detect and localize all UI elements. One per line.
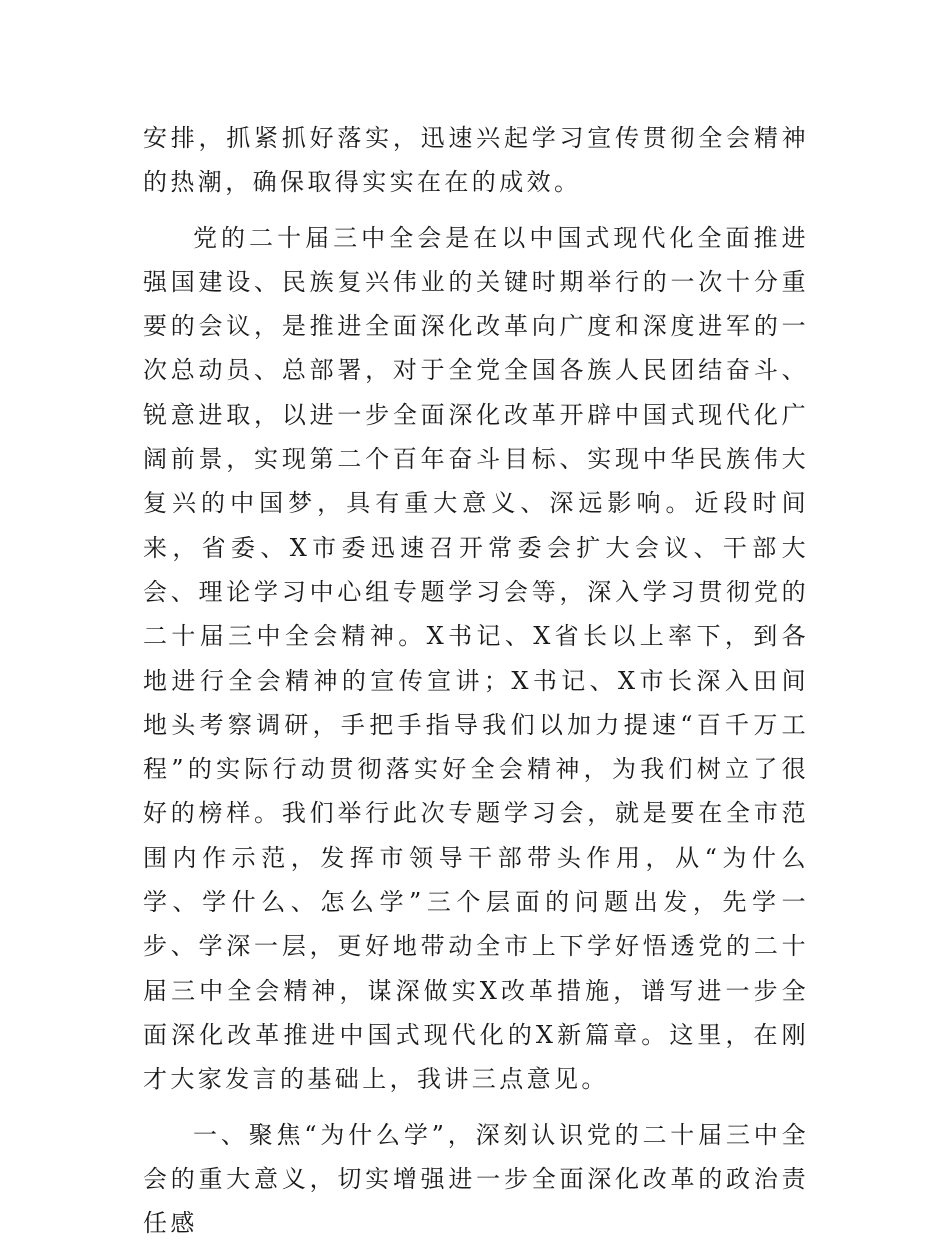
section-heading-1: 一、聚焦“为什么学”，深刻认识党的二十届三中全会的重大意义，切实增强进一步全面深化改革的政治责任感 (143, 1120, 809, 1238)
paragraph-gap (143, 205, 809, 216)
paragraph-gap (143, 1102, 809, 1113)
paragraph-continuation: 安排，抓紧抓好落实，迅速兴起学习宣传贯彻全会精神的热潮，确保取得实实在在的成效。 (143, 124, 809, 197)
paragraph-body: 党的二十届三中全会是在以中国式现代化全面推进强国建设、民族复兴伟业的关键时期举行的一次十分重要的会议，是推进全面深化改革向广度和深度进军的一次总动员、总部署，对于全党全国各族人民团结奋斗、锐意进取，以进一步全面深化改革开辟中国式现代化广阔前景，实现第二个百年奋斗目标、实现中华民族伟大复兴的中国梦，具有重大意义、深远影响。近段时间来，省委、X市委迅速召开常委会扩大会议、干部大会、理论学习中心组专题学习会等，深入学习贯彻党的二十届三中全会精神。X书记、X省长以上率下，到各地进行全会精神的宣传宣讲；X书记、X市长深入田间地头考察调研，手把手指导我们以加力提速“百千万工程”的实际行动贯彻落实好全会精神，为我们树立了很好的榜样。我们举行此次专题学习会，就是要在全市范围内作示范，发挥市领导干部带头作用，从“为什么学、学什么、怎么学”三个层面的问题出发，先学一步、学深一层，更好地带动全市上下学好悟透党的二十届三中全会精神，谋深做实X改革措施，谱写进一步全面深化改革推进中国式现代化的X新篇章。这里，在刚才大家发言的基础上，我讲三点意见。 (143, 223, 809, 1094)
document-page (143, 116, 809, 1245)
